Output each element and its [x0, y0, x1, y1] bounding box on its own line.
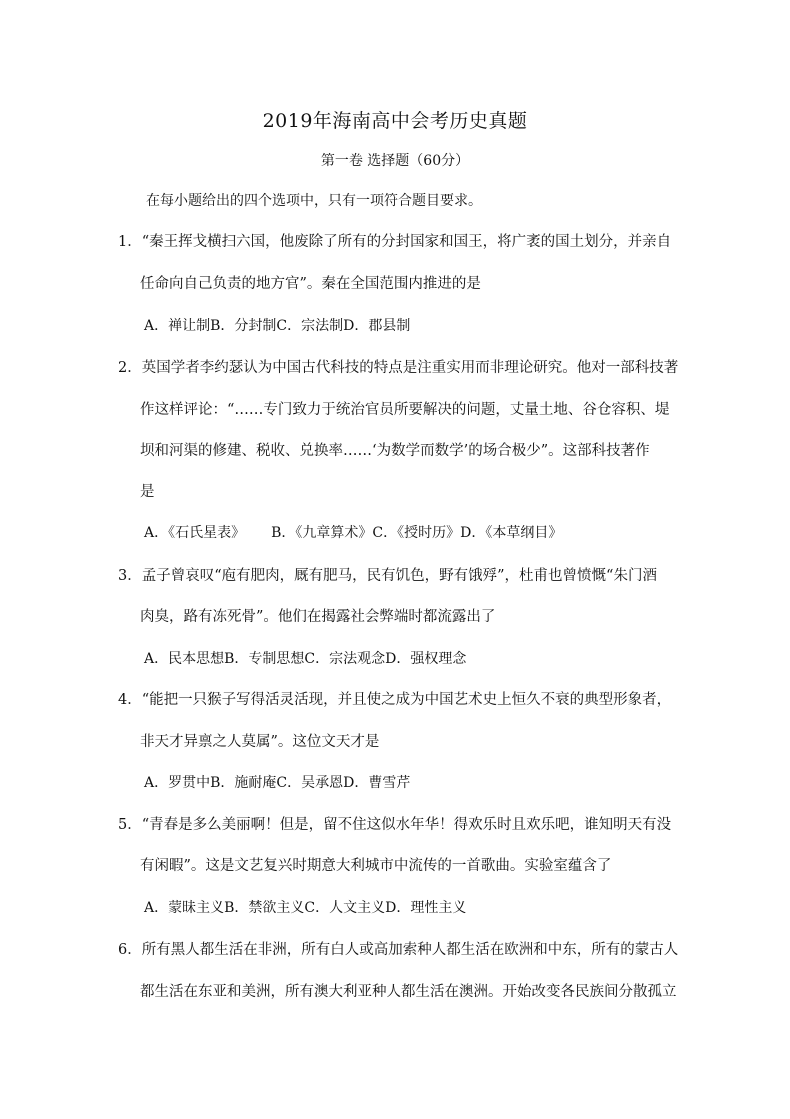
- question-1-options: A．禅让制B．分封制C．宗法制D．郡县制: [144, 318, 411, 334]
- question-2-options: [144, 523, 562, 543]
- question-3-line-1: 3．孟子曾哀叹“庖有肥肉，厩有肥马，民有饥色，野有饿殍”，杜甫也曾愤慨“朱门酒: [118, 568, 657, 584]
- section-heading: 第一卷 选择题（60分）: [320, 153, 470, 169]
- question-2-option-a: A．《石氏星表》: [144, 525, 246, 541]
- instruction-text: 在每小题给出的四个选项中，只有一项符合题目要求。: [146, 193, 482, 209]
- question-2-line-2: 作这样评论：“……专门致力于统治官员所要解决的问题，丈量土地、谷仓容积、堤: [140, 402, 670, 418]
- question-2-option-bcd: B．《九章算术》C．《授时历》D．《本草纲目》: [271, 525, 563, 541]
- question-4-line-1: 4．“能把一只猴子写得活灵活现，并且使之成为中国艺术史上恒久不衰的典型形象者，: [118, 692, 672, 708]
- question-5-line-1: 5．“青春是多么美丽啊！但是，留不住这似水年华！得欢乐时且欢乐吧，谁知明天有没: [118, 817, 672, 833]
- question-2-line-4: 是: [140, 484, 155, 500]
- question-2-line-3: 坝和河渠的修建、税收、兑换率……‘为数学而数学’的场合极少”。这部科技著作: [140, 443, 650, 459]
- question-3-line-2: 肉臭，路有冻死骨”。他们在揭露社会弊端时都流露出了: [140, 609, 496, 625]
- question-1-line-1: 1．“秦王挥戈横扫六国，他废除了所有的分封国家和国王，将广袤的国土划分，并亲自: [118, 234, 672, 250]
- question-6-line-2: 都生活在东亚和美洲，所有澳大利亚种人都生活在澳洲。开始改变各民族间分散孤立: [140, 984, 677, 1000]
- question-4-line-2: 非天才异禀之人莫属”。这位文天才是: [140, 734, 380, 750]
- document-title: 2019年海南高中会考历史真题: [262, 110, 528, 132]
- question-3-options: A．民本思想B．专制思想C．宗法观念D．强权理念: [144, 651, 467, 667]
- question-5-options: A．蒙昧主义B．禁欲主义C．人文主义D．理性主义: [144, 900, 467, 916]
- question-1-line-2: 任命向自己负责的地方官”。秦在全国范围内推进的是: [140, 276, 481, 292]
- question-2-line-1: 2．英国学者李约瑟认为中国古代科技的特点是注重实用而非理论研究。他对一部科技著: [118, 360, 679, 376]
- question-4-options: A．罗贯中B．施耐庵C．吴承恩D．曹雪芹: [144, 775, 411, 791]
- question-5-line-2: 有闲暇”。这是文艺复兴时期意大利城市中流传的一首歌曲。实验室蕴含了: [140, 858, 612, 874]
- question-6-line-1: 6．所有黑人都生活在非洲，所有白人或高加索种人都生活在欧洲和中东，所有的蒙古人: [118, 942, 679, 958]
